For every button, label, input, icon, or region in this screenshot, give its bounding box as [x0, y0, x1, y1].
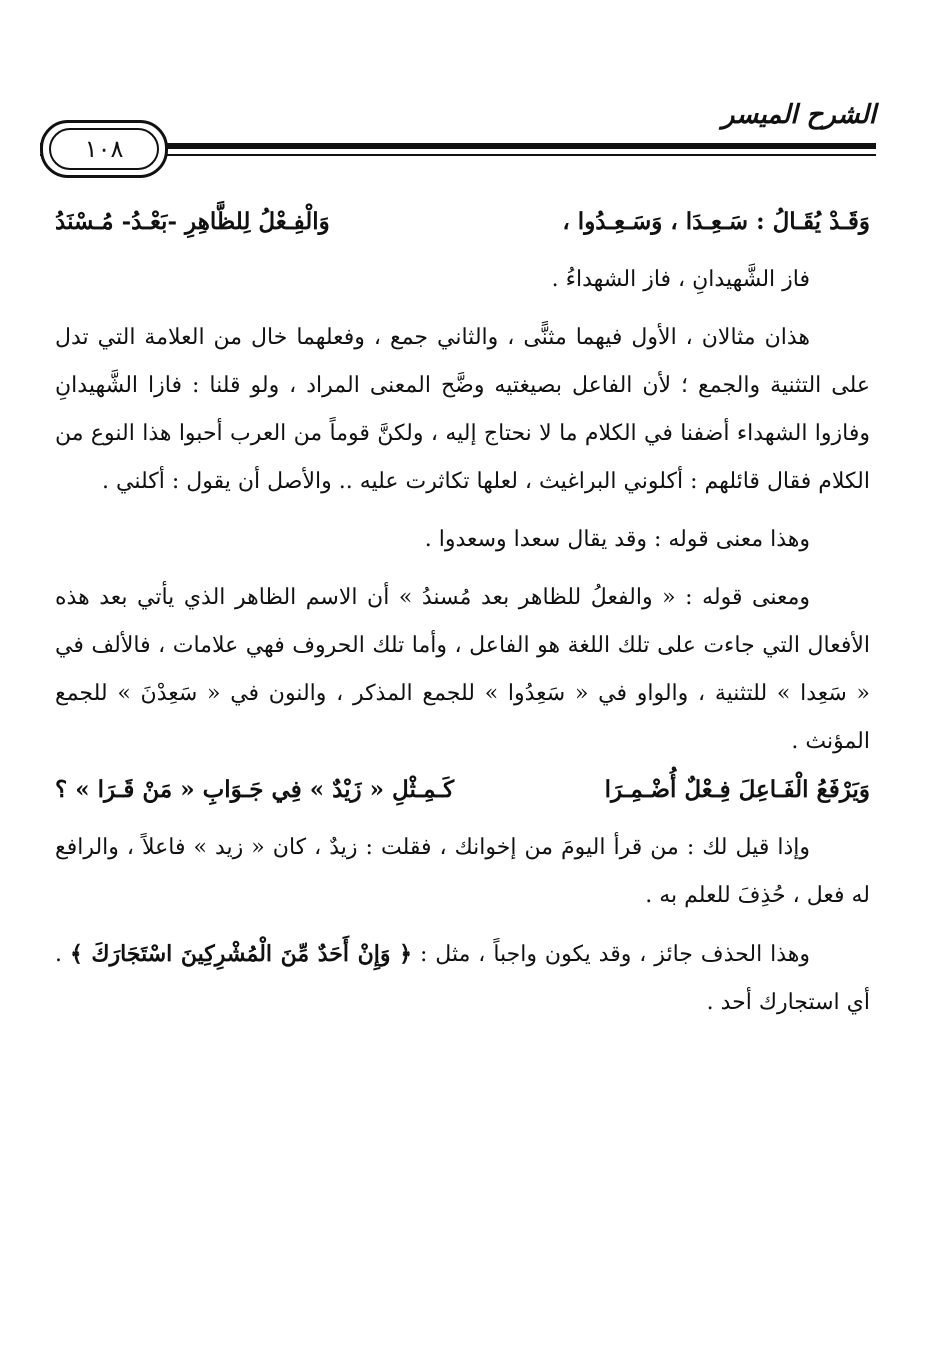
page-body: [55, 198, 870, 1027]
explanation-paragraph-2: وهذا معنى قوله : وقد يقال سعدا وسعدوا .: [424, 527, 810, 552]
example-paragraph: فاز الشَّهيدانِ ، فاز الشهداءُ .: [551, 267, 810, 292]
paragraph-5-text: وهذا الحذف جائز ، وقد يكون واجباً ، مثل :: [419, 942, 810, 967]
page-header: [40, 100, 876, 180]
verse-2-second-hemistich: كَـمِـثْلِ « زَيْدٌ » فِي جَـوَابِ « مَنْ قَـرَا » ؟: [55, 776, 455, 803]
quran-quote: ﴿ وَإِنْ أَحَدٌ مِّنَ الْمُشْرِكِينَ اسْتَجَارَكَ ﴾: [69, 941, 412, 967]
explanation-paragraph-4: وإذا قيل لك : من قرأ اليومَ من إخوانك ، فقلت : زيدٌ ، كان « زيد » فاعلاً ، والرافع له فعل ، حُذِفَ للعلم به .: [55, 835, 870, 908]
explanation-paragraph-5: [55, 930, 870, 1027]
page-number-badge: [40, 120, 168, 178]
verse-line-1: [55, 198, 870, 246]
verse-1-first-hemistich: وَقَـدْ يُقَـالُ : سَـعِـدَا ، وَسَـعِـدُوا ،: [562, 208, 870, 235]
explanation-paragraph-3: ومعنى قوله : « والفعلُ للظاهر بعد مُسندُ » أن الاسم الظاهر الذي يأتي بعد هذه الأفعال التي جاءت على تلك اللغة هو الفاعل ، وأما تلك الحروف فهي علامات ، فالألف في « سَعِدا » للتثنية ، والواو في « سَعِدُوا » للجمع المذكر ، والنون في « سَعِدْنَ » للجمع المؤنث .: [55, 585, 870, 754]
verse-1-second-hemistich: وَالْفِـعْلُ لِلظَّاهِرِ -بَعْـدُ- مُـسْنَدُ: [55, 208, 330, 235]
verse-2-first-hemistich: وَيَرْفَعُ الْفَـاعِلَ فِـعْلٌ أُضْـمِـرَا: [604, 776, 870, 803]
explanation-paragraph-1: هذان مثالان ، الأول فيهما مثنًّى ، والثاني جمع ، وفعلهما خال من العلامة التي تدل على التثنية والجمع ؛ لأن الفاعل بصيغتيه وضَّح المعنى المراد ، ولو قلنا : فازا الشَّهيدانِ وفازوا الشهداء أضفنا في الكلام ما لا نحتاج إليه ، ولكنَّ قوماً من العرب أحبوا هذا النوع من الكلام فقال قائلهم : أكلوني البراغيث ، لعلها تكاثرت عليه .. والأصل أن يقول : أكلني .: [55, 325, 870, 494]
book-title: الشرح الميسر: [721, 100, 876, 130]
paragraph-5-tail: . أي استجارك أحد .: [55, 942, 870, 1015]
verse-line-2: [55, 766, 870, 814]
page-number: ١٠٨: [49, 128, 159, 170]
